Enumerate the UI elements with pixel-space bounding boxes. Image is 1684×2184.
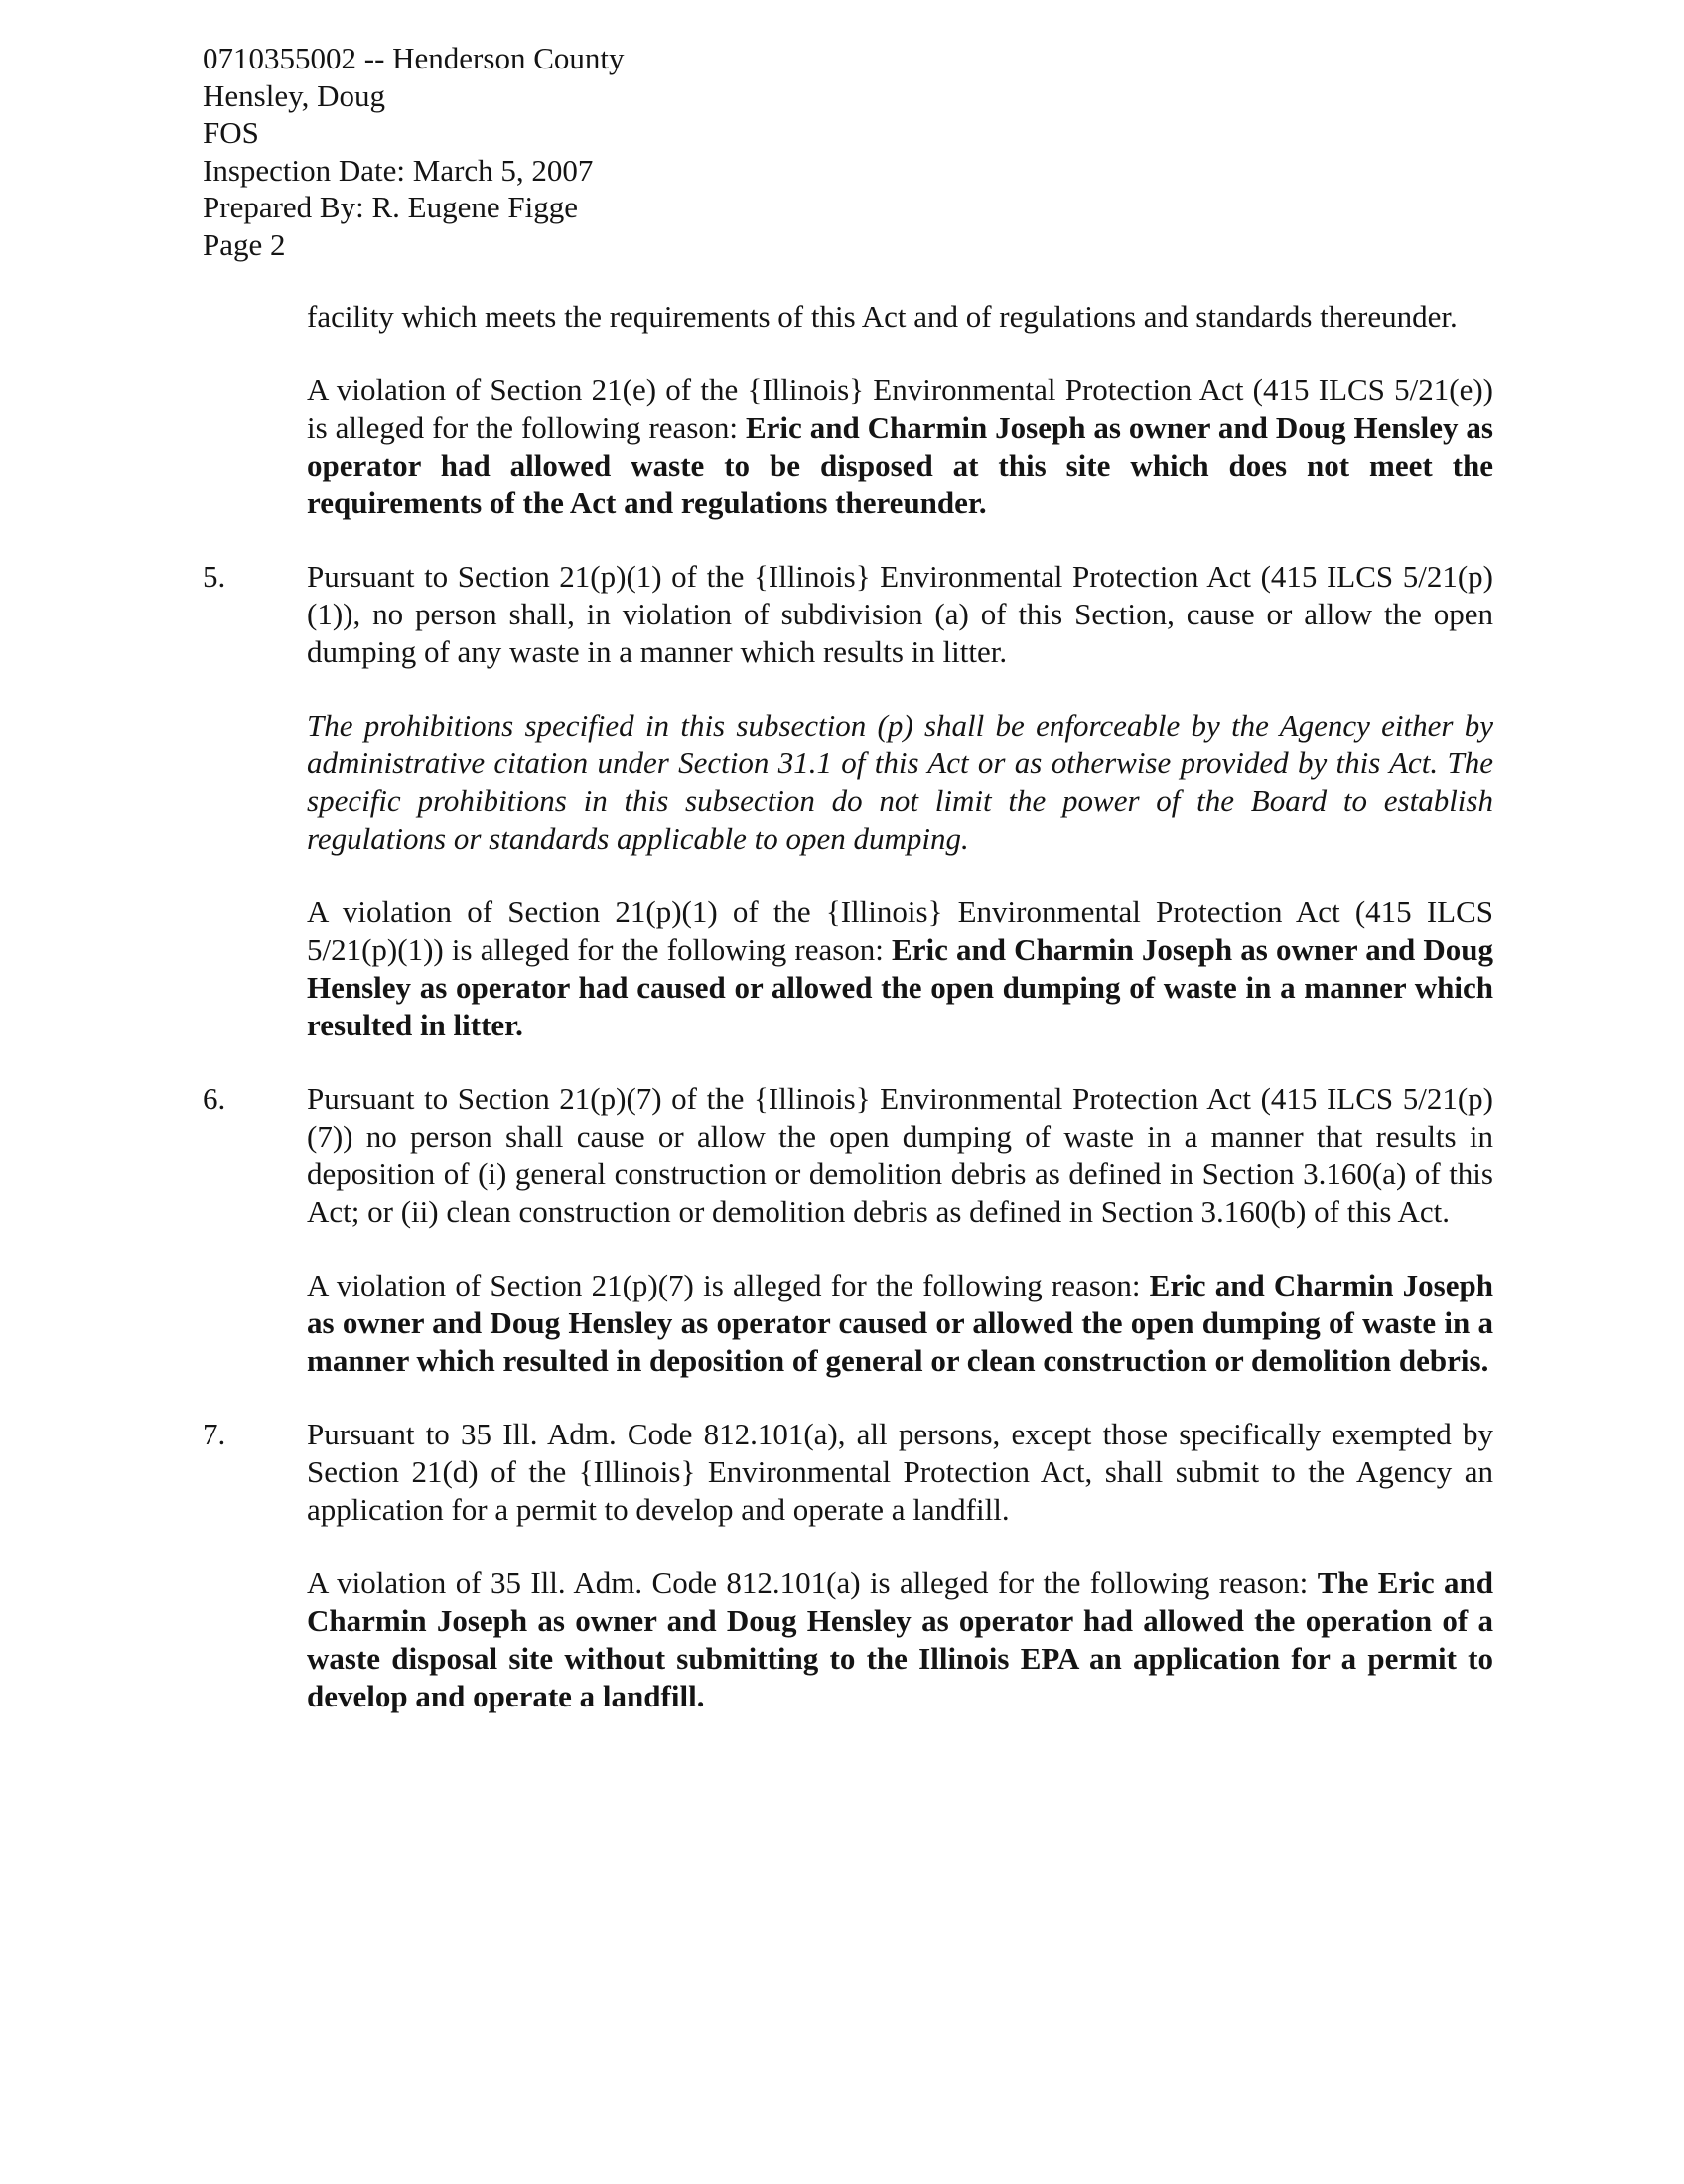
violation-reason: Eric and Charmin Joseph as owner and Doug Hensley as operator had allowed waste to be disposed at this site which does not meet the requirements of the Act and regulations thereunder. bbox=[307, 410, 1493, 520]
statute-paragraph: Pursuant to 35 Ill. Adm. Code 812.101(a), all persons, except those specifically exempted by Section 21(d) of the {Illinois} Environmental Protection Act, shall submit to the Agency an application for a permit to develop and operate a landfill. bbox=[307, 1417, 1493, 1527]
violation-reason: The Eric and Charmin Joseph as owner and Doug Hensley as operator had allowed the operation of a waste disposal site without submitting to the Illinois EPA an application for a permit to develop and operate a landfill. bbox=[307, 1566, 1493, 1713]
document-body bbox=[203, 298, 1493, 1715]
violation-text: A violation of 35 Ill. Adm. Code 812.101(a) is alleged for the following reason: bbox=[307, 1566, 1318, 1600]
header-case-line: 0710355002 -- Henderson County bbox=[203, 41, 625, 75]
italic-note-paragraph: The prohibitions specified in this subsection (p) shall be enforceable by the Agency either by administrative citation under Section 31.1 of this Act or as otherwise provided by this Act. The specific prohibitions in this subsection do not limit the power of the Board to establish regulations or standards applicable to open dumping. bbox=[307, 708, 1493, 856]
header-type-line: FOS bbox=[203, 115, 259, 150]
violation-paragraph bbox=[307, 1267, 1493, 1380]
violation-paragraph bbox=[307, 893, 1493, 1044]
item-number: 7. bbox=[203, 1417, 226, 1451]
header-prepared-by: Prepared By: R. Eugene Figge bbox=[203, 190, 578, 224]
list-item-7 bbox=[203, 1416, 1493, 1715]
header-name-line: Hensley, Doug bbox=[203, 77, 385, 113]
item-number: 5. bbox=[203, 559, 226, 594]
statute-paragraph: Pursuant to Section 21(p)(7) of the {Illinois} Environmental Protection Act (415 ILCS 5/21(p)(7)) no person shall cause or allow the open dumping of waste in a manner that results in deposition of (i) general construction or demolition debris as defined in Section 3.160(a) of this Act; or (ii) clean construction or demolition debris as defined in Section 3.160(b) of this Act. bbox=[307, 1081, 1493, 1229]
statute-paragraph: Pursuant to Section 21(p)(1) of the {Illinois} Environmental Protection Act (415 ILCS 5/21(p)(1)), no person shall, in violation of subdivision (a) of this Section, cause or allow the open dumping of any waste in a manner which results in litter. bbox=[307, 559, 1493, 669]
continuation-paragraph: facility which meets the requirements of this Act and of regulations and standards thereunder. bbox=[307, 299, 1458, 334]
violation-text: A violation of Section 21(p)(7) is alleged for the following reason: bbox=[307, 1268, 1150, 1302]
list-item-6 bbox=[203, 1080, 1493, 1380]
violation-reason: Eric and Charmin Joseph as owner and Doug Hensley as operator caused or allowed the open dumping of waste in a manner which resulted in deposition of general or clean construction or demolition debris. bbox=[307, 1268, 1493, 1378]
violation-reason: Eric and Charmin Joseph as owner and Doug Hensley as operator had caused or allowed the open dumping of waste in a manner which resulted in litter. bbox=[307, 932, 1494, 1042]
list-item-5 bbox=[203, 558, 1493, 1044]
item-number: 6. bbox=[203, 1081, 226, 1116]
violation-paragraph bbox=[307, 1565, 1493, 1715]
page-header bbox=[203, 40, 624, 263]
header-inspection-date: Inspection Date: March 5, 2007 bbox=[203, 152, 594, 188]
violation-paragraph-21e bbox=[307, 371, 1493, 522]
violation-text: A violation of Section 21(e) of the {Illinois} Environmental Protection Act (415 ILCS 5/21(e)) is alleged for the following reason: bbox=[307, 372, 1493, 445]
violation-text: A violation of Section 21(p)(1) of the {Illinois} Environmental Protection Act (415 ILCS 5/21(p)(1)) is alleged for the following reason: bbox=[307, 894, 1493, 967]
header-page-number: Page 2 bbox=[203, 226, 286, 262]
